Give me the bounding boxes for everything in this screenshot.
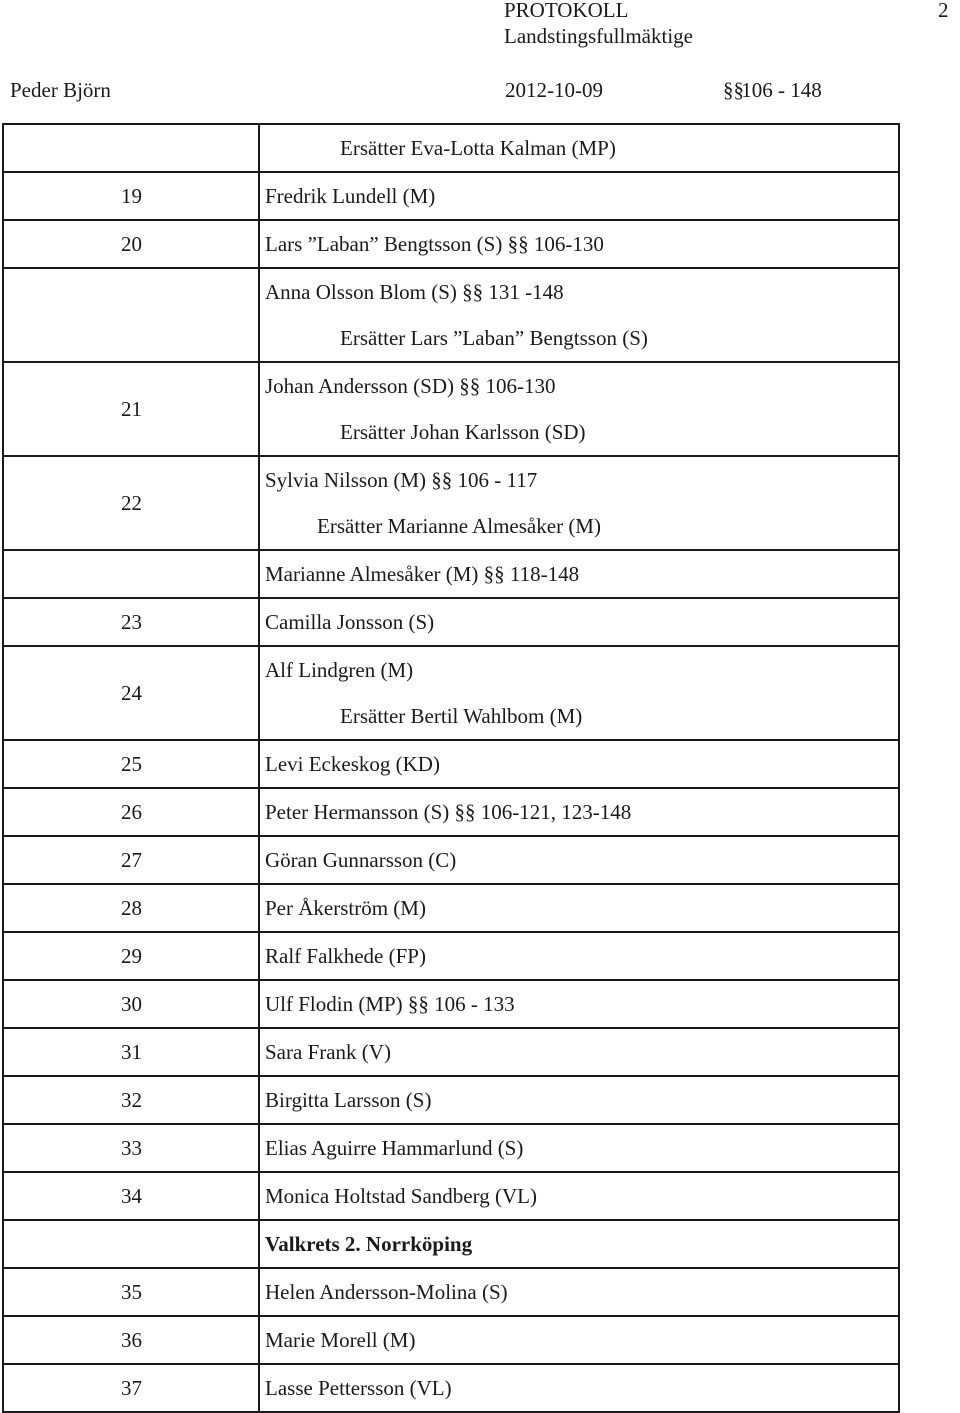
member-number: 20: [3, 220, 259, 268]
table-row: [3, 1172, 899, 1220]
member-number: 34: [3, 1172, 259, 1220]
member-number: 31: [3, 1028, 259, 1076]
table-row: [3, 884, 899, 932]
member-number: 28: [3, 884, 259, 932]
meeting-date: 2012-10-09: [505, 78, 603, 102]
member-name: Helen Andersson-Molina (S): [265, 1280, 508, 1304]
member-number: 22: [3, 456, 259, 550]
substitute-note: Ersätter Johan Karlsson (SD): [340, 420, 586, 444]
member-entry: [259, 172, 899, 220]
member-number: 37: [3, 1364, 259, 1412]
member-name: Birgitta Larsson (S): [265, 1088, 432, 1112]
member-entry: [259, 598, 899, 646]
table-row: [3, 932, 899, 980]
table-row: [3, 268, 899, 362]
member-entry: [259, 1172, 899, 1220]
table-row: [3, 740, 899, 788]
member-entry: [259, 1268, 899, 1316]
member-name: Marianne Almesåker (M) §§ 118-148: [265, 562, 580, 586]
member-number: 27: [3, 836, 259, 884]
member-number: [3, 550, 259, 598]
table-row: [3, 124, 899, 172]
member-name: Marie Morell (M): [265, 1328, 416, 1352]
member-entry: [259, 456, 899, 550]
member-entry: [259, 788, 899, 836]
member-name: Elias Aguirre Hammarlund (S): [265, 1136, 524, 1160]
assembly-name: Landstingsfullmäktige: [504, 24, 693, 48]
table-row: [3, 646, 899, 740]
table-row: [3, 1028, 899, 1076]
table-row: [3, 788, 899, 836]
member-number: 26: [3, 788, 259, 836]
substitute-note: Ersätter Lars ”Laban” Bengtsson (S): [340, 326, 648, 350]
member-name: Monica Holtstad Sandberg (VL): [265, 1184, 537, 1208]
member-name: Fredrik Lundell (M): [265, 184, 436, 208]
member-number: 30: [3, 980, 259, 1028]
member-entry: [259, 550, 899, 598]
table-row: [3, 1076, 899, 1124]
member-number: [3, 124, 259, 172]
member-entry: [259, 884, 899, 932]
member-entry: [259, 220, 899, 268]
member-entry: [259, 646, 899, 740]
chair-name: Peder Björn: [10, 78, 111, 102]
member-name: Per Åkerström (M): [265, 896, 426, 920]
member-entry: [259, 124, 899, 172]
member-name: Lasse Pettersson (VL): [265, 1376, 452, 1400]
member-number: 33: [3, 1124, 259, 1172]
member-name: Alf Lindgren (M): [265, 658, 414, 682]
member-name: Levi Eckeskog (KD): [265, 752, 440, 776]
table-row: [3, 456, 899, 550]
member-number: 19: [3, 172, 259, 220]
member-name: Lars ”Laban” Bengtsson (S) §§ 106-130: [265, 232, 604, 256]
member-entry: [259, 268, 899, 362]
table-row: [3, 362, 899, 456]
table-row: [3, 1124, 899, 1172]
attendance-table-body: [3, 124, 899, 1412]
table-row: [3, 1316, 899, 1364]
table-row: [3, 836, 899, 884]
member-entry: [259, 740, 899, 788]
page-number: 2: [938, 0, 949, 22]
member-entry: [259, 836, 899, 884]
member-name: Göran Gunnarsson (C): [265, 848, 457, 872]
member-name: Johan Andersson (SD) §§ 106-130: [265, 374, 556, 398]
member-number: 32: [3, 1076, 259, 1124]
member-number: 35: [3, 1268, 259, 1316]
member-name: Anna Olsson Blom (S) §§ 131 -148: [265, 280, 564, 304]
member-name: Ulf Flodin (MP) §§ 106 - 133: [265, 992, 515, 1016]
protocol-title: PROTOKOLL: [504, 0, 629, 22]
member-entry: [259, 1316, 899, 1364]
member-entry: [259, 1028, 899, 1076]
member-entry: [259, 1364, 899, 1412]
member-number: [3, 268, 259, 362]
member-name: Sylvia Nilsson (M) §§ 106 - 117: [265, 468, 538, 492]
table-row: [3, 172, 899, 220]
paragraph-range: [723, 78, 822, 102]
section-mark: §§: [723, 78, 744, 102]
substitute-note: Ersätter Marianne Almesåker (M): [317, 514, 601, 538]
member-entry: [259, 362, 899, 456]
table-row: [3, 598, 899, 646]
substitute-note: Ersätter Eva-Lotta Kalman (MP): [340, 136, 616, 160]
member-entry: [259, 1220, 899, 1268]
member-number: 36: [3, 1316, 259, 1364]
member-entry: [259, 932, 899, 980]
paragraph-range-value: 106 - 148: [741, 78, 822, 102]
table-row: [3, 220, 899, 268]
member-number: 29: [3, 932, 259, 980]
substitute-note: Ersätter Bertil Wahlbom (M): [340, 704, 583, 728]
member-entry: [259, 980, 899, 1028]
section-heading: Valkrets 2. Norrköping: [265, 1232, 473, 1256]
table-row: [3, 1220, 899, 1268]
table-row: [3, 980, 899, 1028]
member-name: Peter Hermansson (S) §§ 106-121, 123-148: [265, 800, 632, 824]
member-entry: [259, 1124, 899, 1172]
table-row: [3, 1364, 899, 1412]
member-number: 23: [3, 598, 259, 646]
table-row: [3, 550, 899, 598]
member-number: [3, 1220, 259, 1268]
member-number: 21: [3, 362, 259, 456]
member-entry: [259, 1076, 899, 1124]
table-row: [3, 1268, 899, 1316]
attendance-table: [2, 123, 900, 1413]
member-number: 24: [3, 646, 259, 740]
member-name: Sara Frank (V): [265, 1040, 391, 1064]
member-number: 25: [3, 740, 259, 788]
member-name: Ralf Falkhede (FP): [265, 944, 426, 968]
member-name: Camilla Jonsson (S): [265, 610, 435, 634]
